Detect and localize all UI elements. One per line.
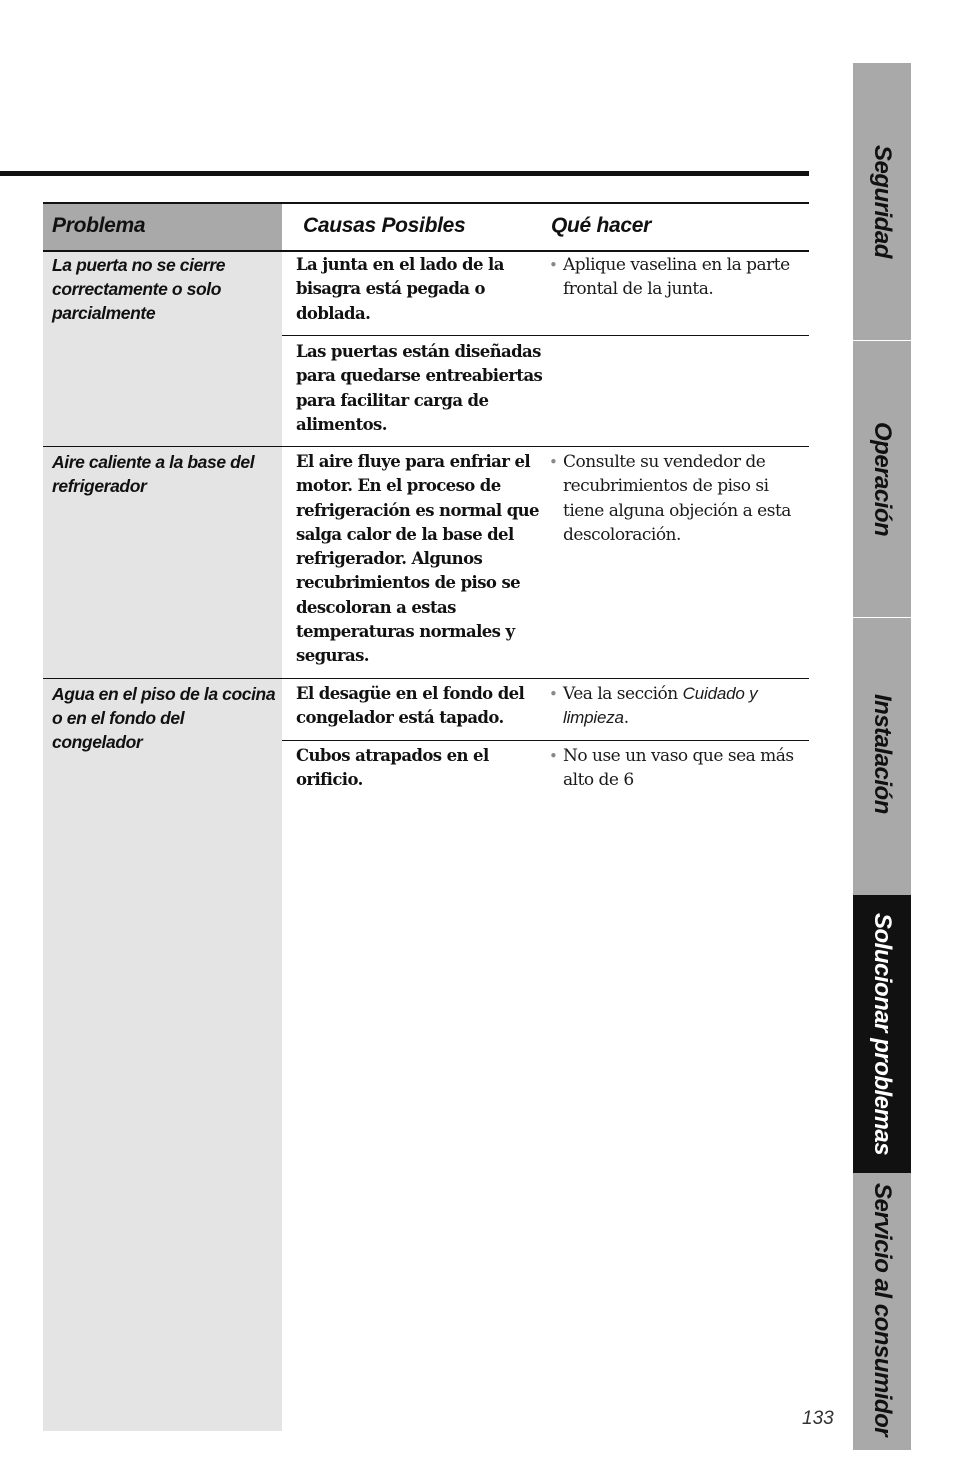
table-header (43, 202, 809, 252)
tab-label: Solucionar problemas (869, 913, 896, 1156)
tab-label: Seguridad (869, 145, 896, 258)
solution-see-care-section (549, 682, 799, 731)
solution-text: No use un vaso que sea más alto de 6 (563, 746, 794, 791)
cause-doors-designed-ajar: Las puertas están diseñadas para quedarse entreabiertas para facilitar carga de alimentos. (296, 342, 543, 434)
problem-column-background (43, 203, 282, 1431)
solution-text: Consulte su vendedor de recubrimientos de piso si tiene alguna objeción a esta descoloración. (563, 452, 791, 545)
solution-suffix: . (623, 708, 629, 729)
solution-glass-height (549, 744, 799, 793)
row-divider (43, 678, 809, 679)
tab-label: Operación (869, 422, 896, 537)
problem-door-not-closing: La puerta no se cierre correctamente o solo parcialmente (52, 255, 226, 323)
solution-text (549, 682, 799, 731)
cause-air-cools-motor: El aire fluye para enfriar el motor. En el proceso de refrigeración es normal que salga calor de la base del refrigerador. Algunos recubrimientos de piso se descoloran a estas temperaturas normales y seguras. (296, 452, 539, 666)
header-action: Qué hacer (551, 214, 652, 237)
tab-servicio-al-consumidor[interactable] (853, 1173, 911, 1450)
solution-prefix: Vea la sección (563, 684, 678, 704)
tab-label: Servicio al consumidor (869, 1183, 896, 1437)
tab-label: Instalación (869, 694, 896, 814)
tab-solucionar-problemas[interactable] (853, 895, 911, 1173)
solution-text: Aplique vaselina en la parte frontal de la junta. (563, 255, 790, 300)
section-tabs (853, 63, 911, 1450)
cause-gasket-stuck: La junta en el lado de la bisagra está pegada o doblada. (296, 255, 504, 323)
tab-instalacion[interactable] (853, 618, 911, 895)
header-causes: Causas Posibles (303, 214, 466, 237)
bullet-icon: • (549, 256, 558, 274)
header-problem: Problema (52, 214, 146, 237)
cause-cubes-trapped: Cubos atrapados en el orificio. (296, 746, 489, 790)
tab-seguridad[interactable] (853, 63, 911, 340)
bullet-icon: • (549, 685, 558, 703)
sub-row-divider (282, 740, 809, 741)
solution-care-link: Cuidado y limpieza (563, 684, 758, 728)
top-rule (0, 171, 809, 176)
solution-consult-vendor (549, 450, 799, 547)
page-number: 133 (802, 1408, 834, 1429)
sub-row-divider (282, 335, 809, 336)
problem-water-on-floor: Agua en el piso de la cocina o en el fondo del congelador (52, 684, 276, 752)
row-divider (43, 446, 809, 447)
bullet-icon: • (549, 747, 558, 765)
cause-drain-clogged: El desagüe en el fondo del congelador está tapado. (296, 684, 525, 728)
tab-operacion[interactable] (853, 341, 911, 617)
bullet-icon: • (549, 453, 558, 471)
solution-apply-vaseline (549, 253, 799, 302)
problem-warm-air-base: Aire caliente a la base del refrigerador (52, 452, 255, 496)
